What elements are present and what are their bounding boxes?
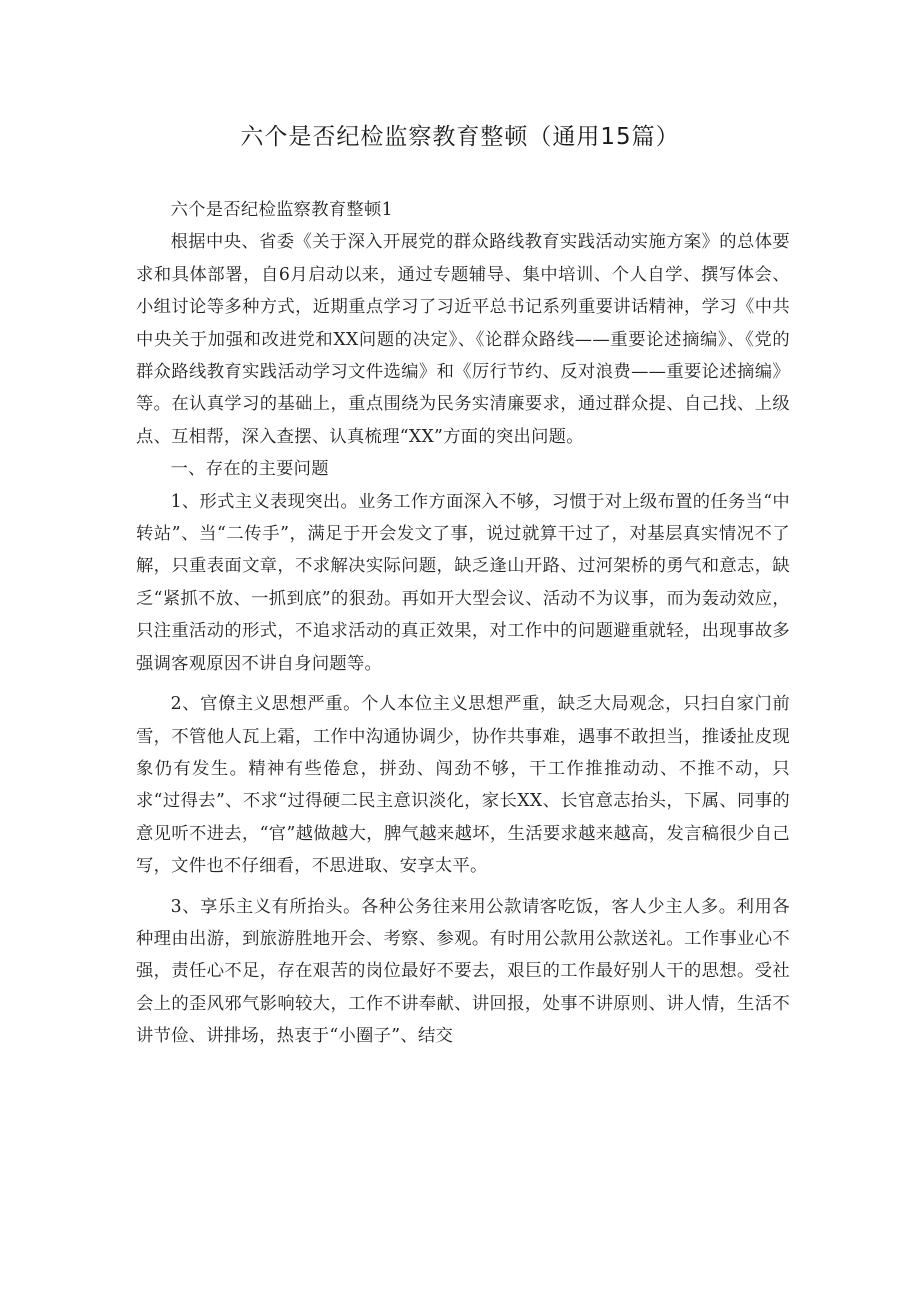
section-heading: 六个是否纪检监察教育整顿1 xyxy=(170,200,393,220)
body-heading: 一、存在的主要问题 xyxy=(170,459,329,480)
document-body xyxy=(136,194,790,1053)
body-paragraph: 2、官僚主义思想严重。个人本位主义思想严重，缺乏大局观念，只扫自家门前雪，不管他人瓦上霜，工作中沟通协调少，协作共事难，遇事不敢担当，推诿扯皮现象仍有发生。精神有些倦怠，拼劲、闯劲不够，干工作推推动动、不推不动，只求“过得去”、不求“过得硬二民主意识淡化，家长XX、长官意志抬头，下属、同事的意见听不进去，“官”越做越大，脾气越来越坏，生活要求越来越高，发言稿很少自己写，文件也不仔细看，不思进取、安享太平。 xyxy=(136,694,790,877)
document-title: 六个是否纪检监察教育整顿（通用15篇） xyxy=(240,124,680,150)
body-paragraph: 3、享乐主义有所抬头。各种公务往来用公款请客吃饭，客人少主人多。利用各种理由出游，到旅游胜地开会、考察、参观。有时用公款用公款送礼。工作事业心不强，责任心不足，存在艰苦的岗位最好不要去，艰巨的工作最好别人干的思想。受社会上的歪风邪气影响较大，工作不讲奉献、讲回报，处事不讲原则、讲人情，生活不讲节俭、讲排场，热衷于“小圈子”、结交 xyxy=(136,896,790,1047)
body-paragraph: 1、形式主义表现突出。业务工作方面深入不够，习惯于对上级布置的任务当“中转站”、当“二传手”，满足于开会发文了事，说过就算干过了，对基层真实情况不了解，只重表面文章，不求解决实际问题，缺乏逢山开路、过河架桥的勇气和意志，缺乏“紧抓不放、一抓到底”的狠劲。再如开大型会议、活动不为议事，而为轰动效应，只注重活动的形式，不追求活动的真正效果，对工作中的问题避重就轻，出现事故多强调客观原因不讲自身问题等。 xyxy=(136,491,790,674)
body-paragraph: 根据中央、省委《关于深入开展党的群众路线教育实践活动实施方案》的总体要求和具体部署，自6月启动以来，通过专题辅导、集中培训、个人自学、撰写体会、小组讨论等多种方式，近期重点学习了习近平总书记系列重要讲话精神，学习《中共中央关于加强和改进党和XX问题的决定》、《论群众路线——重要论述摘编》、《党的群众路线教育实践活动学习文件选编》和《厉行节约、反对浪费——重要论述摘编》等。在认真学习的基础上，重点围绕为民务实清廉要求，通过群众提、自己找、上级点、互相帮，深入查摆、认真梳理“XX”方面的突出问题。 xyxy=(136,232,790,447)
